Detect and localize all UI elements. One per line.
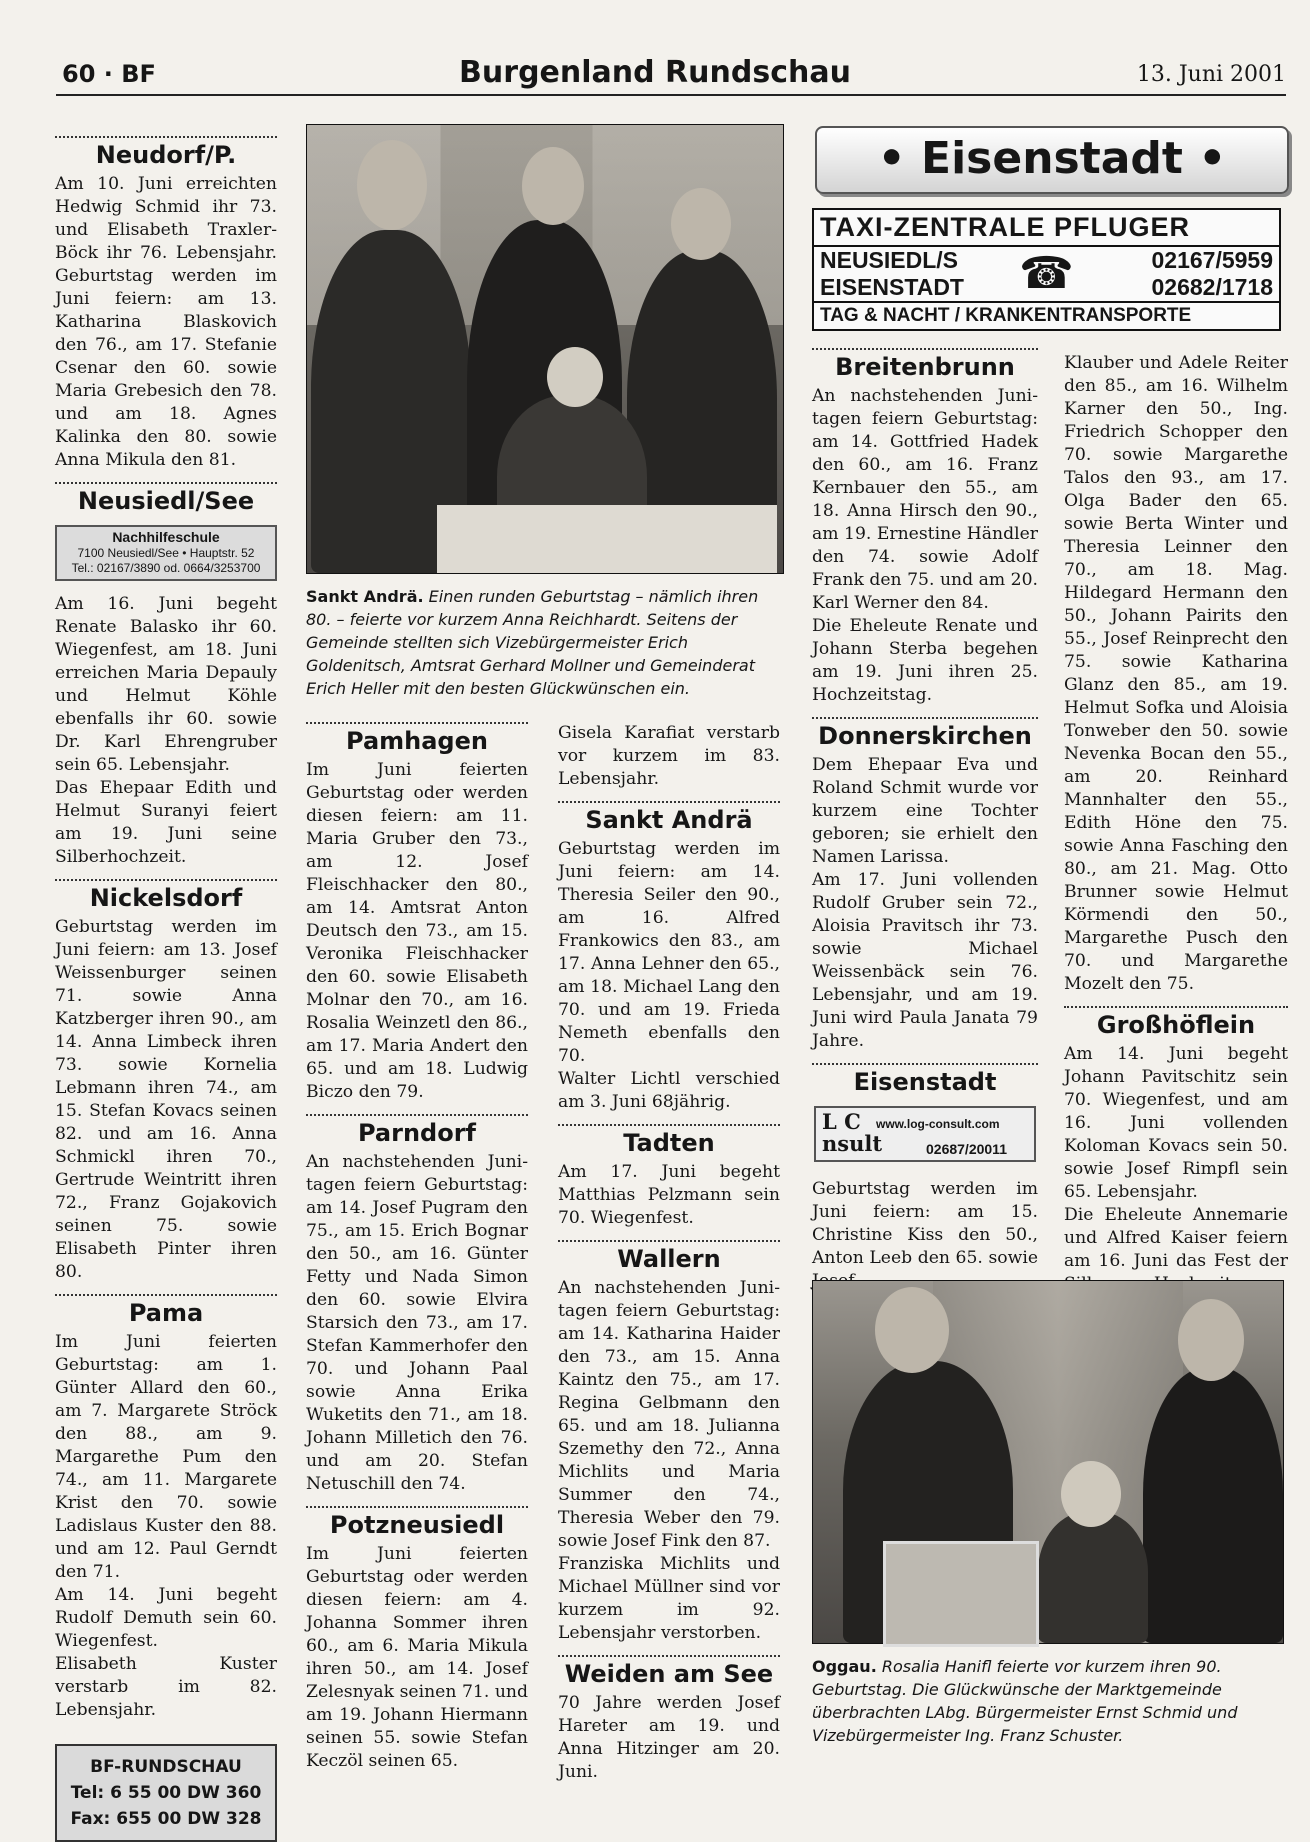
issue-date: 13. Juni 2001 — [1136, 62, 1286, 87]
section-title-weiden: Weiden am See — [558, 1655, 780, 1690]
grosshoeflein-text-1: Am 14. Juni begeht Johann Pavitschitz sein 70. Wiegenfest, und am 16. Juni vollenden Koloman Kovacs sein 50. sowie Josef Rimpfl sein 65. Lebensjahr. — [1064, 1044, 1288, 1202]
column-3 — [558, 722, 780, 1784]
pama-text-1: Im Juni feierten Geburtstag: am 1. Günter Allard den 60., am 7. Margarete Ströck den 88., am 9. Margarethe Pum den 74., am 11. Margarete Krist den 70. sowie Ladislaus Kuster den 88. und am 12. Paul Gerndt den 71. — [55, 1332, 277, 1582]
potzneusiedl-text: Im Juni feierten Geburtstag oder werden diesen feiern: am 4. Johanna Sommer ihren 60., am 6. Maria Mikula ihren 50., am 14. Josef Zelesnyak seinen 71. und am 19. Johann Hiermann seinen 55. sowie Stefan Keczöl seinen 65. — [306, 1544, 528, 1771]
photo-sankt-andrae — [306, 124, 784, 574]
taxi-name: TAXI-ZENTRALE PFLUGER — [814, 210, 1279, 247]
log-consult-url: www.log-consult.com — [876, 1117, 1000, 1131]
ad-name: Nachhilfeschule — [112, 529, 220, 545]
table — [437, 505, 777, 573]
pamhagen-text: Im Juni feierten Geburtstag oder werden diesen feiern: am 11. Maria Gruber den 73., am 12. Josef Fleischhacker den 80., am 14. Amtsrat Anton Deutsch den 73., am 15. Veronika Fleischhacker den 60. sowie Elisabeth Molnar den 70., am 16. Rosalia Weinzetl den 86., am 17. Maria Andert den 65. und am 18. Ludwig Biczo den 79. — [306, 760, 528, 1102]
header-rule — [56, 94, 1286, 96]
man-right-head — [671, 188, 731, 260]
neudorf-text: Am 10. Juni erreichten Hedwig Schmid ihr 73. und Elisabeth Traxler-Böck ihr 76. Lebensjahr. Geburtstag werden im Juni feiern: am 13. Katharina Blaskovich den 76., am 17. Stefanie Csenar den 60. sowie Maria Grebesich den 78. und am 18. Agnes Kalinka den 80. sowie Anna Mikula den 81. — [55, 174, 277, 470]
grosshoeflein-text-2: Die Eheleute Annemarie und Alfred Kaiser feiern am 16. Juni das Fest der — [1064, 1205, 1288, 1271]
section-title-grosshoeflein: Großhöflein — [1064, 1006, 1288, 1041]
man-left-head — [875, 1287, 949, 1373]
karafiat-text: Gisela Karafiat verstarb vor kurzem im 83. Lebensjahr. — [558, 723, 780, 789]
ad-phone: Tel.: 02167/3890 od. 0664/3253700 — [71, 561, 261, 575]
sankt-andrae-text-2: Walter Lichtl verschied am 3. Juni 68jährig. — [558, 1069, 780, 1112]
infobox-fax: Fax: 655 00 DW 328 — [70, 1809, 262, 1829]
section-title-breitenbrunn: Breitenbrunn — [812, 348, 1038, 383]
section-title-neusiedl: Neusiedl/See — [55, 482, 277, 517]
caption-place: Sankt Andrä. — [306, 587, 424, 606]
donnerskirchen-text-2: Am 17. Juni vollenden Rudolf Gruber sein 72., Aloisia Pravitsch ihr 73. sowie Michael Weissenbäck sein 76. Lebensjahr, und am 19. Juni wird Paula Janata 79 Jahre. — [812, 870, 1038, 1051]
telephone-icon: ☎ — [1019, 249, 1074, 298]
caption-place: Oggau. — [812, 1657, 877, 1676]
wallern-text-1: An nachstehenden Junitagen feiern Geburtstag: am 14. Katharina Haider den 73., am 15. Anna Kaintz den 75., am 17. Regina Gelbmann den 65. und am 18. Julianna Szemethy den 72., Anna Michlits und Maria Summer den 74., Theresia Weber den 79. sowie Josef Fink den 87. — [558, 1278, 780, 1551]
log-consult-phone: 02687/20011 — [926, 1141, 1007, 1157]
eisenstadt-text: Geburtstag werden im Juni feiern: am 15. Christine Kiss den 50., Anton Leeb den 65. sowie — [812, 1179, 1038, 1268]
section-title-nickelsdorf: Nickelsdorf — [55, 879, 277, 914]
eisenstadt-continued-text: Klauber und Adele Reiter den 85., am 16. Wilhelm Karner den 50., Ing. Friedrich Schopper den 70. sowie Margarethe Talos den 93., am 17. Olga Bader den 65. sowie Berta Winter und Theresia Leinner den 70., am 18. Mag. Hildegard Hermann den 50., Johann Pairits den 55., Josef Reinprecht den 75. sowie Katharina Glanz den 85., am 19. Helmut Sofka und Aloisia Tonweber den 50. sowie Nevenka Bocan den 55., am 20. Reinhard Mannhalter den 55., Edith Höne den 75. sowie Anna Fasching den 80., am 21. Mag. Otto Brunner sowie Helmut Körmendi den 50., Margarethe Pusch den 70. und Margarethe Mozelt den 75. — [1064, 353, 1288, 994]
section-title-pamhagen: Pamhagen — [306, 722, 528, 757]
section-title-neudorf: Neudorf/P. — [55, 136, 277, 171]
caption-text: Rosalia Hanifl feierte vor kurzem ihren 90. Geburtstag. Die Glückwünsche der Marktgemeinde überbrachten LAbg. Bürgermeister Ernst Schmid und Vizebürgermeister Ing. Franz Schuster. — [812, 1657, 1238, 1745]
wallern-text-2: Franziska Michlits und Michael Müllner sind vor kurzem im 92. Lebensjahr verstorben. — [558, 1554, 780, 1643]
woman-seated — [1038, 1511, 1148, 1643]
section-title-tadten: Tadten — [558, 1124, 780, 1159]
section-title-donnerskirchen: Donnerskirchen — [812, 717, 1038, 752]
photo-oggau — [812, 1280, 1284, 1644]
tadten-text: Am 17. Juni begeht Matthias Pelzmann sein 70. Wiegenfest. — [558, 1162, 780, 1228]
parndorf-text: An nachstehenden Junitagen feiern Geburtstag: am 14. Josef Pugram den 75., am 15. Erich Bognar den 50., am 16. Günter Fetty und Nada Simon den 60. sowie Elvira Starsich den 73., am 17. Stefan Kammerhofer den 70. und Johann Paal sowie Anna Erika Wuketits den 71., am 18. Johann Milletich den 76. und am 20. Stefan Netuschill den 74. — [306, 1152, 528, 1494]
pama-text-3: Elisabeth Kuster verstarb im 82. Lebensjahr. — [55, 1654, 277, 1720]
section-title-parndorf: Parndorf — [306, 1114, 528, 1149]
caption-text: Einen runden Geburtstag – nämlich ihren 80. – feierte vor kurzem Anna Reichhardt. Seitens der Gemeinde stellten sich Vizebürgermeister Erich Goldenitsch, Amtsrat Gerhard Mollner und Gemeinderat Erich Heller mit den besten Glückwünschen ein. — [306, 587, 759, 698]
taxi-phone-2: 02682/1718 — [1151, 274, 1273, 300]
caption-sankt-andrae — [306, 585, 782, 700]
log-consult-logo: L C nsult — [822, 1109, 883, 1156]
section-title-potzneusiedl: Potzneusiedl — [306, 1506, 528, 1541]
man-left-head — [357, 140, 427, 230]
man-right — [1143, 1367, 1283, 1643]
nickelsdorf-text: Geburtstag werden im Juni feiern: am 13. Josef Weissenburger seinen 71. sowie Anna Katzberger ihren 90., am 14. Anna Limbeck ihren 73. sowie Kornelia Lebmann ihren 74., am 15. Stefan Kovacs seinen 82. und am 16. Anna Schmickl ihren 70., Gertrude Weintritt ihren 72., Franz Gojakovich seinen 75. sowie Elisabeth Pinter ihren 80. — [55, 917, 277, 1282]
infobox-tel: Tel: 6 55 00 DW 360 — [70, 1783, 262, 1803]
column-5 — [1064, 352, 1288, 1296]
weiden-text: 70 Jahre werden Josef Hareter am 19. und Anna Hitzinger am 20. Juni. — [558, 1693, 780, 1782]
column-4 — [812, 338, 1038, 1293]
neusiedl-text-2: Das Ehepaar Edith und Helmut Suranyi feiert am 19. Juni seine Silberhochzeit. — [55, 778, 277, 867]
bf-rundschau-box — [55, 1744, 277, 1842]
sankt-andrae-text-1: Geburtstag werden im Juni feiern: am 14. Theresia Seiler den 90., am 16. Alfred Frankowics den 83., am 17. Anna Lehner den 65., am 18. Michael Lang den 70. und am 19. Frieda Nemeth ebenfalls den 70. — [558, 839, 780, 1066]
ad-address: 7100 Neusiedl/See • Hauptstr. 52 — [77, 546, 255, 560]
section-title-eisenstadt: Eisenstadt — [812, 1063, 1038, 1098]
publication-title: Burgenland Rundschau — [459, 55, 851, 90]
section-title-sankt-andrae: Sankt Andrä — [558, 801, 780, 836]
log-consult-ad — [814, 1106, 1036, 1162]
taxi-city-1: NEUSIEDL/S — [820, 247, 959, 273]
woman-head — [1061, 1461, 1121, 1527]
taxi-ad — [812, 208, 1281, 331]
caption-oggau — [812, 1655, 1282, 1747]
certificate — [883, 1541, 1039, 1647]
breitenbrunn-text-2: Die Eheleute Renate und Johann Sterba begehen am 19. Juni ihren 25. Hochzeitstag. — [812, 616, 1038, 705]
pama-text-2: Am 14. Juni begeht Rudolf Demuth sein 60. Wiegenfest. — [55, 1585, 277, 1651]
column-2 — [306, 722, 528, 1773]
man-center-head — [522, 147, 584, 225]
neusiedl-text-1: Am 16. Juni begeht Renate Balasko ihr 60. Wiegenfest, am 18. Juni erreichen Maria Depauly und Helmut Köhle ebenfalls ihr 60. sowie Dr. Karl Ehrengruber sein 65. Lebensjahr. — [55, 594, 277, 775]
section-title-wallern: Wallern — [558, 1240, 780, 1275]
eisenstadt-banner: • Eisenstadt • — [815, 126, 1289, 194]
donnerskirchen-text-1: Dem Ehepaar Eva und Roland Schmit wurde vor kurzem eine Tochter geboren; sie erhielt den Namen Larissa. — [812, 755, 1038, 867]
section-title-pama: Pama — [55, 1294, 277, 1329]
taxi-phone-1: 02167/5959 — [1151, 247, 1273, 273]
column-1 — [55, 126, 277, 1842]
taxi-phone-block — [814, 247, 1279, 301]
breitenbrunn-text-1: An nachstehenden Junitagen feiern Geburtstag: am 14. Gottfried Hadek den 60., am 16. Franz Kernbauer den 55., am 18. Anna Hirsch den 90., am 19. Ernestine Händler den 74. sowie Adolf Frank den 75. und am 20. Karl Werner den 84. — [812, 386, 1038, 613]
nachhilfeschule-ad — [55, 525, 277, 581]
page-number: 60 · BF — [62, 60, 156, 88]
woman-head — [547, 347, 603, 407]
taxi-city-2: EISENSTADT — [820, 274, 964, 300]
taxi-service: TAG & NACHT / KRANKENTRANSPORTE — [814, 301, 1279, 329]
man-right-head — [1178, 1299, 1244, 1381]
infobox-title: BF-RUNDSCHAU — [90, 1757, 242, 1777]
